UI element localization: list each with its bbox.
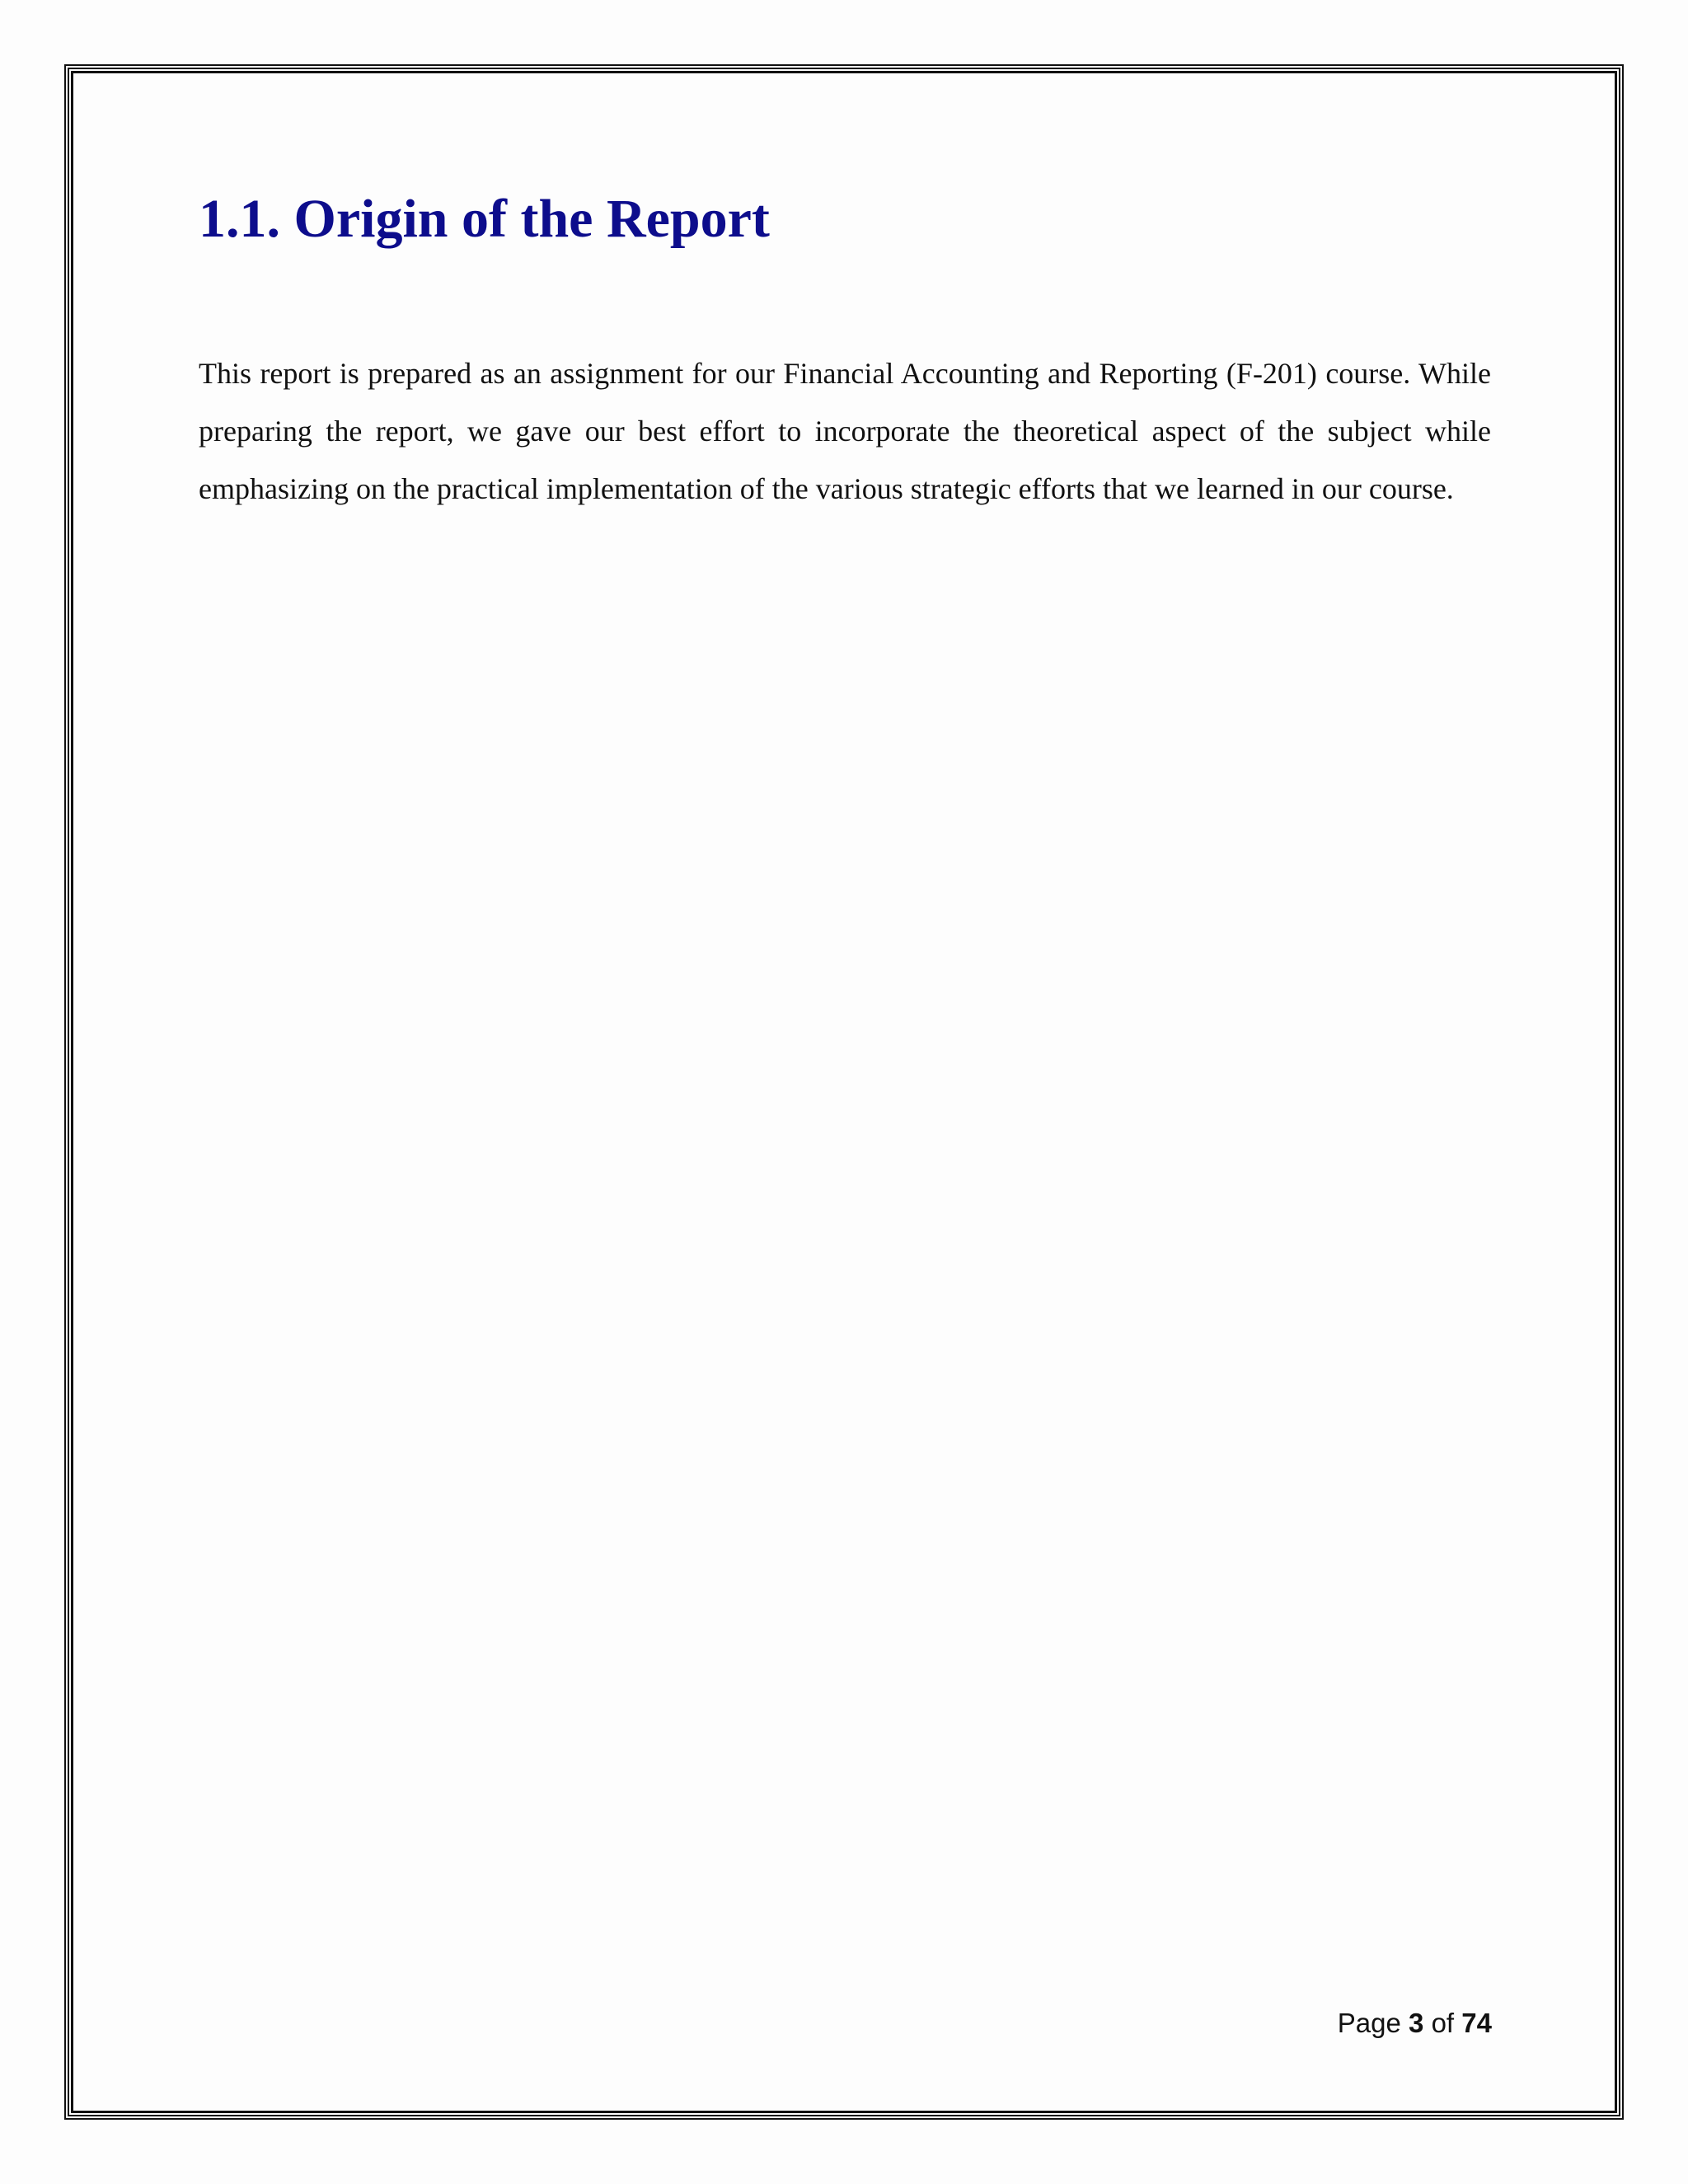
- page-number: [1338, 2008, 1492, 2039]
- total-pages: 74: [1461, 2008, 1492, 2038]
- current-page: 3: [1409, 2008, 1424, 2038]
- page-separator: of: [1431, 2008, 1455, 2038]
- section-heading: 1.1. Origin of the Report: [199, 189, 770, 249]
- body-paragraph: This report is prepared as an assignment for our Financial Accounting and Reporting (F-201) course. While preparing the report, we gave our best effort to incorporate the theoretical aspect of the subject while emphasizing on the practical implementation of the various strategic efforts that we learned in our course.: [199, 357, 1491, 505]
- page-prefix: Page: [1337, 2008, 1401, 2038]
